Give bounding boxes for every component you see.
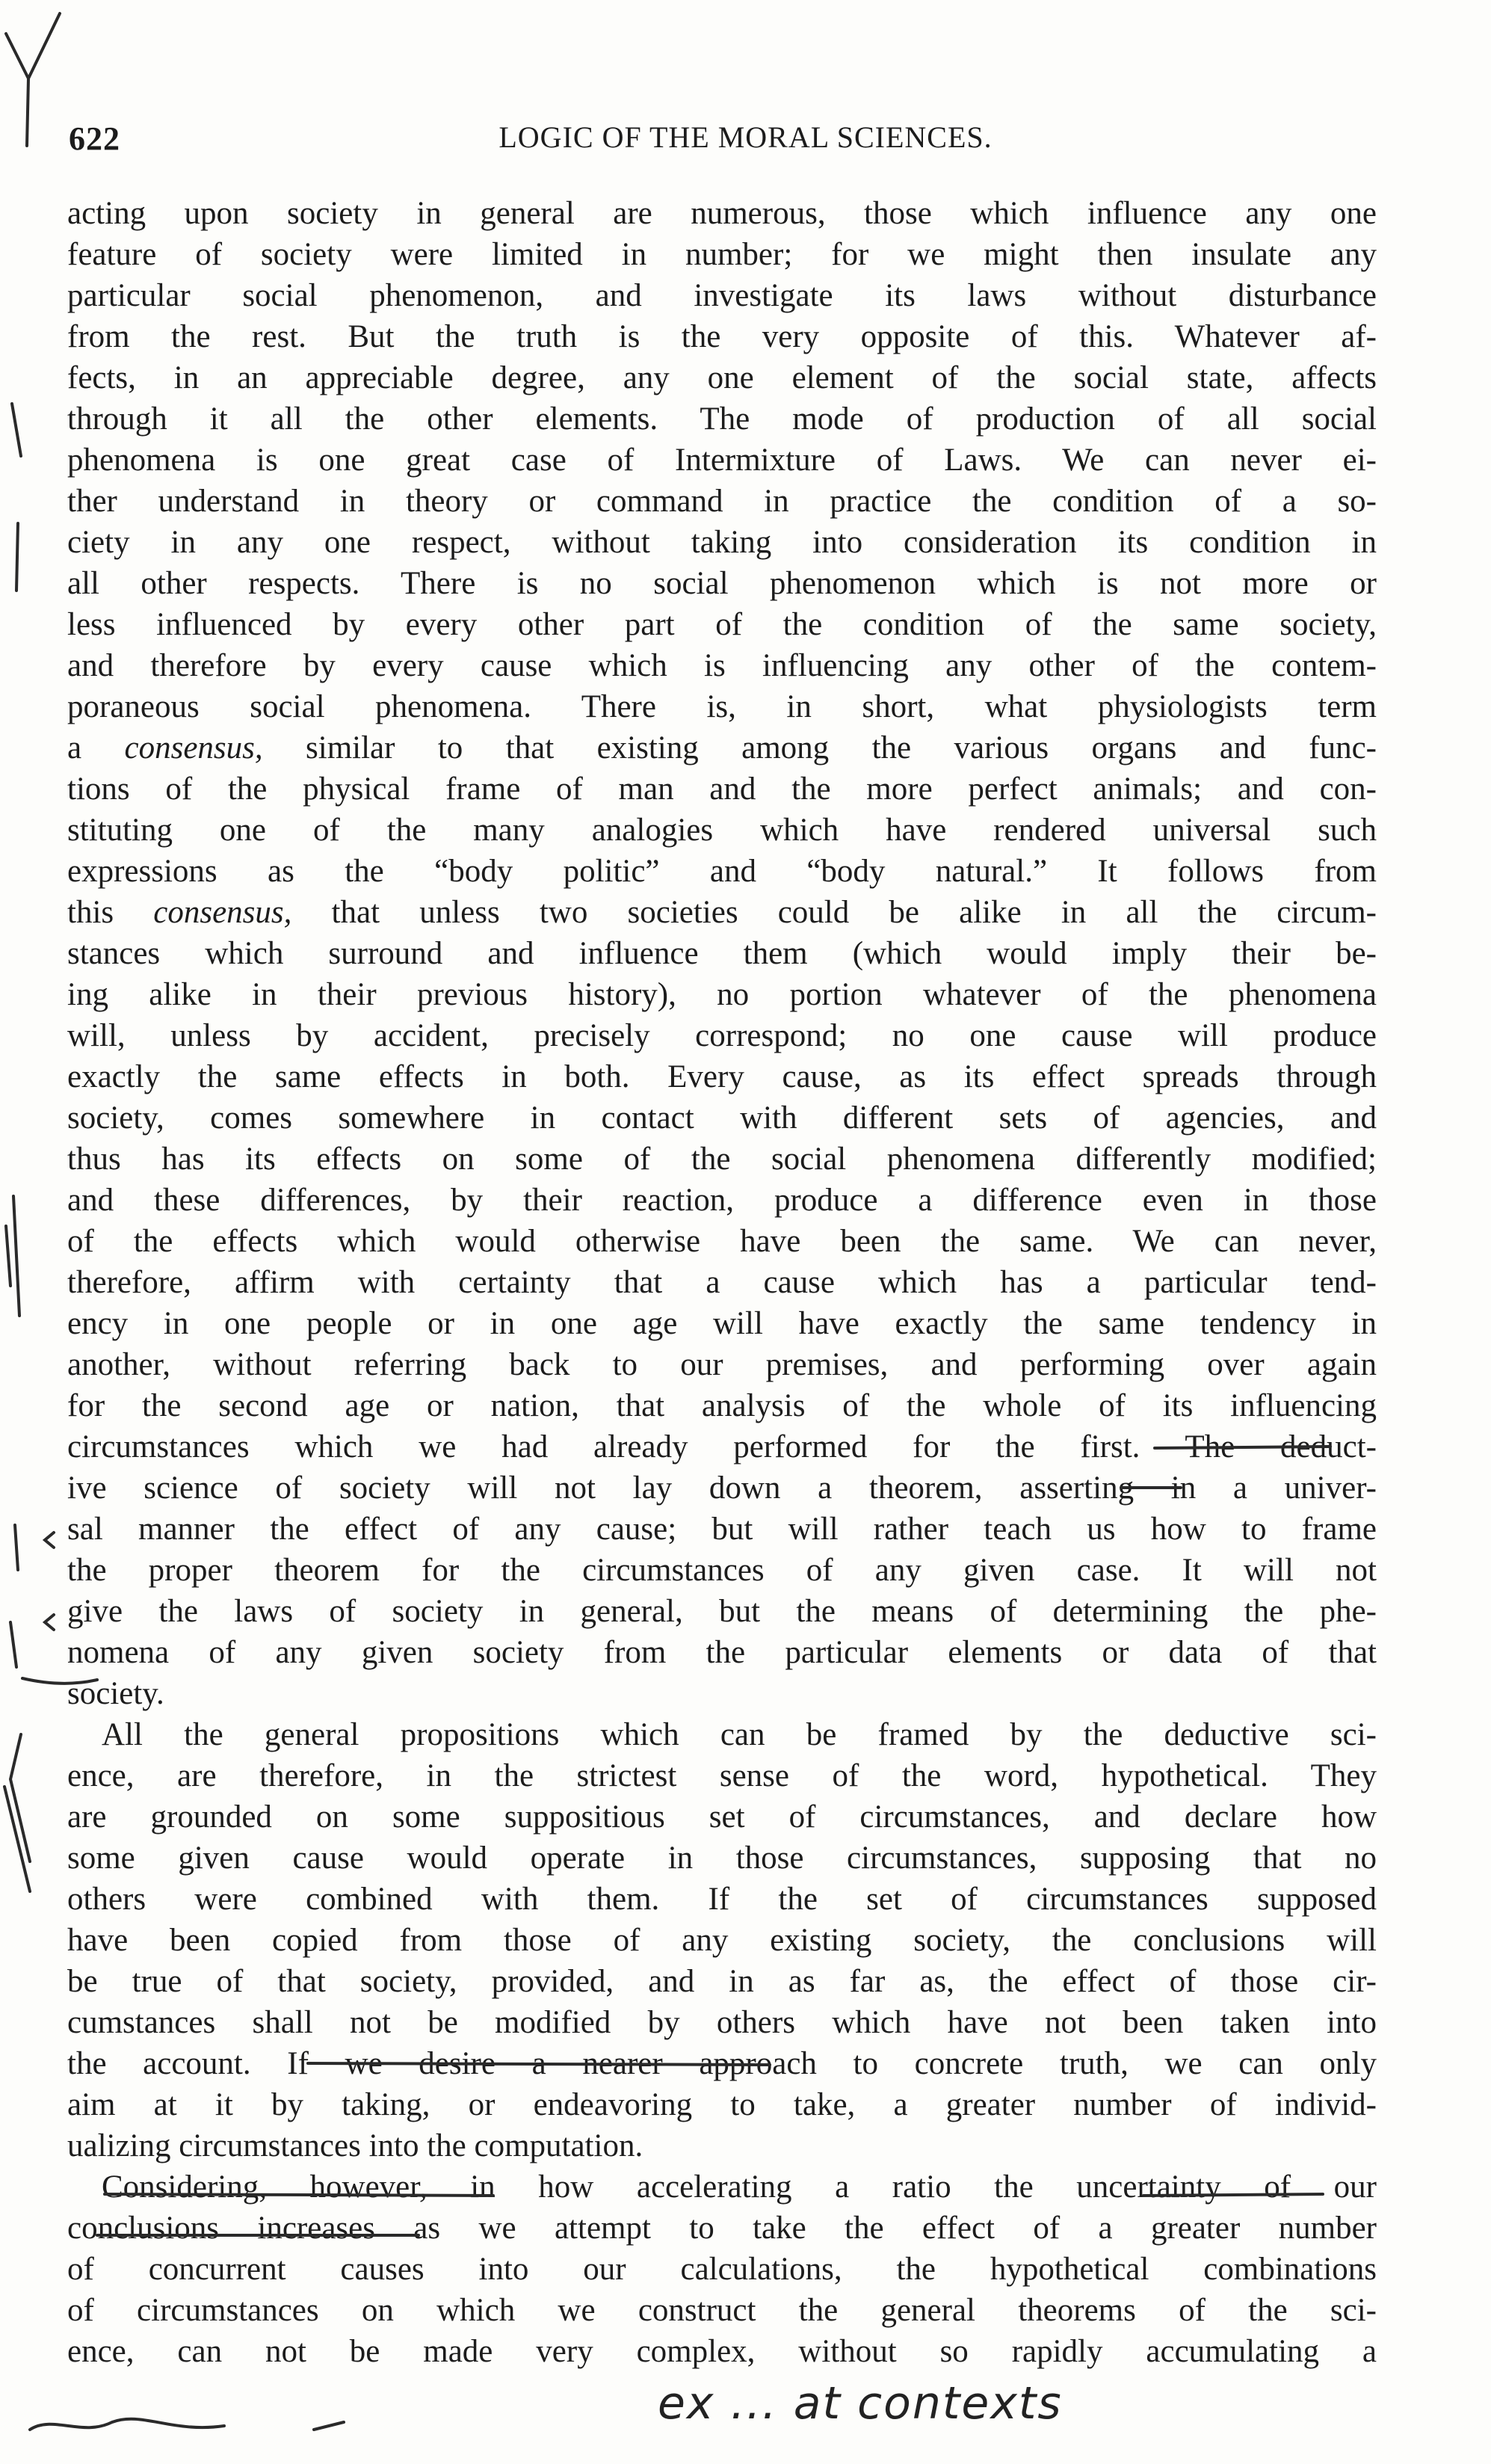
text-line: the account. If we desire a nearer approach to concrete truth, we can only (67, 2046, 1377, 2081)
text-line: stituting one of the many analogies which have rendered universal such (67, 813, 1377, 848)
text-line: ualizing circumstances into the computation. (67, 2128, 643, 2163)
text-line: the proper theorem for the circumstances of any given case. It will not (67, 1553, 1377, 1588)
line-fragment: a (67, 730, 125, 766)
text-line: give the laws of society in general, but the means of determining the phe- (67, 1594, 1377, 1629)
text-line: ther understand in theory or command in practice the condition of a so- (67, 484, 1377, 519)
text-line: through it all the other elements. The mode of production of all social (67, 401, 1377, 437)
text-line: ive science of society will not lay down a theorem, asserting in a univer- (67, 1470, 1377, 1506)
text-line: another, without referring back to our premises, and performing over again (67, 1347, 1377, 1382)
consensus-term: consensus, (153, 895, 292, 930)
text-line: feature of society were limited in number; for we might then insulate any (67, 237, 1377, 272)
text-line: are grounded on some suppositious set of circumstances, and declare how (67, 1799, 1377, 1835)
text-line: tions of the physical frame of man and the more perfect animals; and con- (67, 771, 1377, 807)
text-line: cumstances shall not be modified by others which have not been taken into (67, 2005, 1377, 2040)
text-line: therefore, affirm with certainty that a cause which has a particular tend- (67, 1265, 1377, 1300)
text-line: from the rest. But the truth is the very opposite of this. Whatever af- (67, 319, 1377, 354)
text-line: poraneous social phenomena. There is, in short, what physiologists term (67, 689, 1377, 724)
margin-tick-mark (10, 1525, 18, 1667)
handwritten-note: ex ... at contexts (658, 2377, 1063, 2430)
text-line (67, 892, 1377, 933)
text-line: less influenced by every other part of the condition of the same society, (67, 607, 1377, 642)
margin-bracket-mark (6, 1196, 19, 1316)
text-line: circumstances which we had already performed for the first. The deduct- (67, 1429, 1377, 1464)
paragraph-2 (67, 1714, 1377, 2166)
page-number: 622 (69, 120, 120, 157)
text-line: particular social phenomenon, and investigate its laws without disturbance (67, 278, 1377, 313)
text-line: conclusions increases as we attempt to take the effect of a greater number (67, 2211, 1377, 2246)
text-line: aim at it by taking, or endeavoring to take, a greater number of individ- (67, 2087, 1377, 2122)
text-line: society. (67, 1676, 164, 1711)
text-line: stances which surround and influence them (which would imply their be- (67, 936, 1377, 971)
text-line: ing alike in their previous history), no portion whatever of the phenomena (67, 977, 1377, 1012)
text-line: society, comes somewhere in contact with different sets of agencies, and (67, 1100, 1377, 1136)
text-line: be true of that society, provided, and in as far as, the effect of those cir- (67, 1964, 1377, 1999)
text-line: all other respects. There is no social phenomenon which is not more or (67, 566, 1377, 601)
bottom-scrawl-mark (30, 2419, 344, 2430)
paragraph-1 (67, 193, 1377, 1714)
text-line: some given cause would operate in those circumstances, supposing that no (67, 1841, 1377, 1876)
line-fragment: similar to that existing among the various organs and func- (262, 730, 1377, 766)
body-text (67, 193, 1377, 2372)
consensus-term: consensus, (124, 730, 263, 766)
text-line: expressions as the “body politic” and “body natural.” It follows from (67, 854, 1377, 889)
text-line: thus has its effects on some of the social phenomena differently modified; (67, 1142, 1377, 1177)
text-line: and these differences, by their reaction, produce a difference even in those (67, 1183, 1377, 1218)
text-line: of the effects which would otherwise have been the same. We can never, (67, 1224, 1377, 1259)
text-line: of circumstances on which we construct the general theorems of the sci- (67, 2293, 1377, 2328)
bracket-mark (45, 1533, 54, 1630)
text-line: sal manner the effect of any cause; but will rather teach us how to frame (67, 1512, 1377, 1547)
text-line: phenomena is one great case of Intermixture of Laws. We can never ei- (67, 443, 1377, 478)
text-line: others were combined with them. If the set of circumstances supposed (67, 1882, 1377, 1917)
text-line: ence, can not be made very complex, without so rapidly accumulating a (67, 2334, 1377, 2369)
text-line: exactly the same effects in both. Every cause, as its effect spreads through (67, 1059, 1377, 1094)
paragraph-3 (67, 2166, 1377, 2372)
text-line: ence, are therefore, in the strictest sense of the word, hypothetical. They (67, 1758, 1377, 1793)
line-fragment: this (67, 895, 154, 930)
line-fragment: that unless two societies could be alike in all the circum- (291, 895, 1377, 930)
text-line: Considering, however, in how accelerating a ratio the uncertainty of our (102, 2169, 1377, 2205)
text-line: acting upon society in general are numerous, those which influence any one (67, 196, 1377, 231)
text-line: ency in one people or in one age will have exactly the same tendency in (67, 1306, 1377, 1341)
text-line: fects, in an appreciable degree, any one element of the social state, affects (67, 360, 1377, 395)
text-line: All the general propositions which can be framed by the deductive sci- (102, 1717, 1377, 1752)
text-line: will, unless by accident, precisely correspond; no one cause will produce (67, 1018, 1377, 1053)
running-head: LOGIC OF THE MORAL SCIENCES. (498, 120, 993, 154)
text-line: have been copied from those of any existing society, the conclusions will (67, 1923, 1377, 1958)
text-line: of concurrent causes into our calculations, the hypothetical combinations (67, 2252, 1377, 2287)
text-line (67, 727, 1377, 769)
margin-x-mark (4, 1734, 30, 1891)
text-line: ciety in any one respect, without taking into consideration its condition in (67, 525, 1377, 560)
margin-bracket-mark (12, 404, 21, 591)
text-line: for the second age or nation, that analysis of the whole of its influencing (67, 1388, 1377, 1423)
text-line: and therefore by every cause which is influencing any other of the contem- (67, 648, 1377, 683)
text-line: nomena of any given society from the particular elements or data of that (67, 1635, 1377, 1670)
